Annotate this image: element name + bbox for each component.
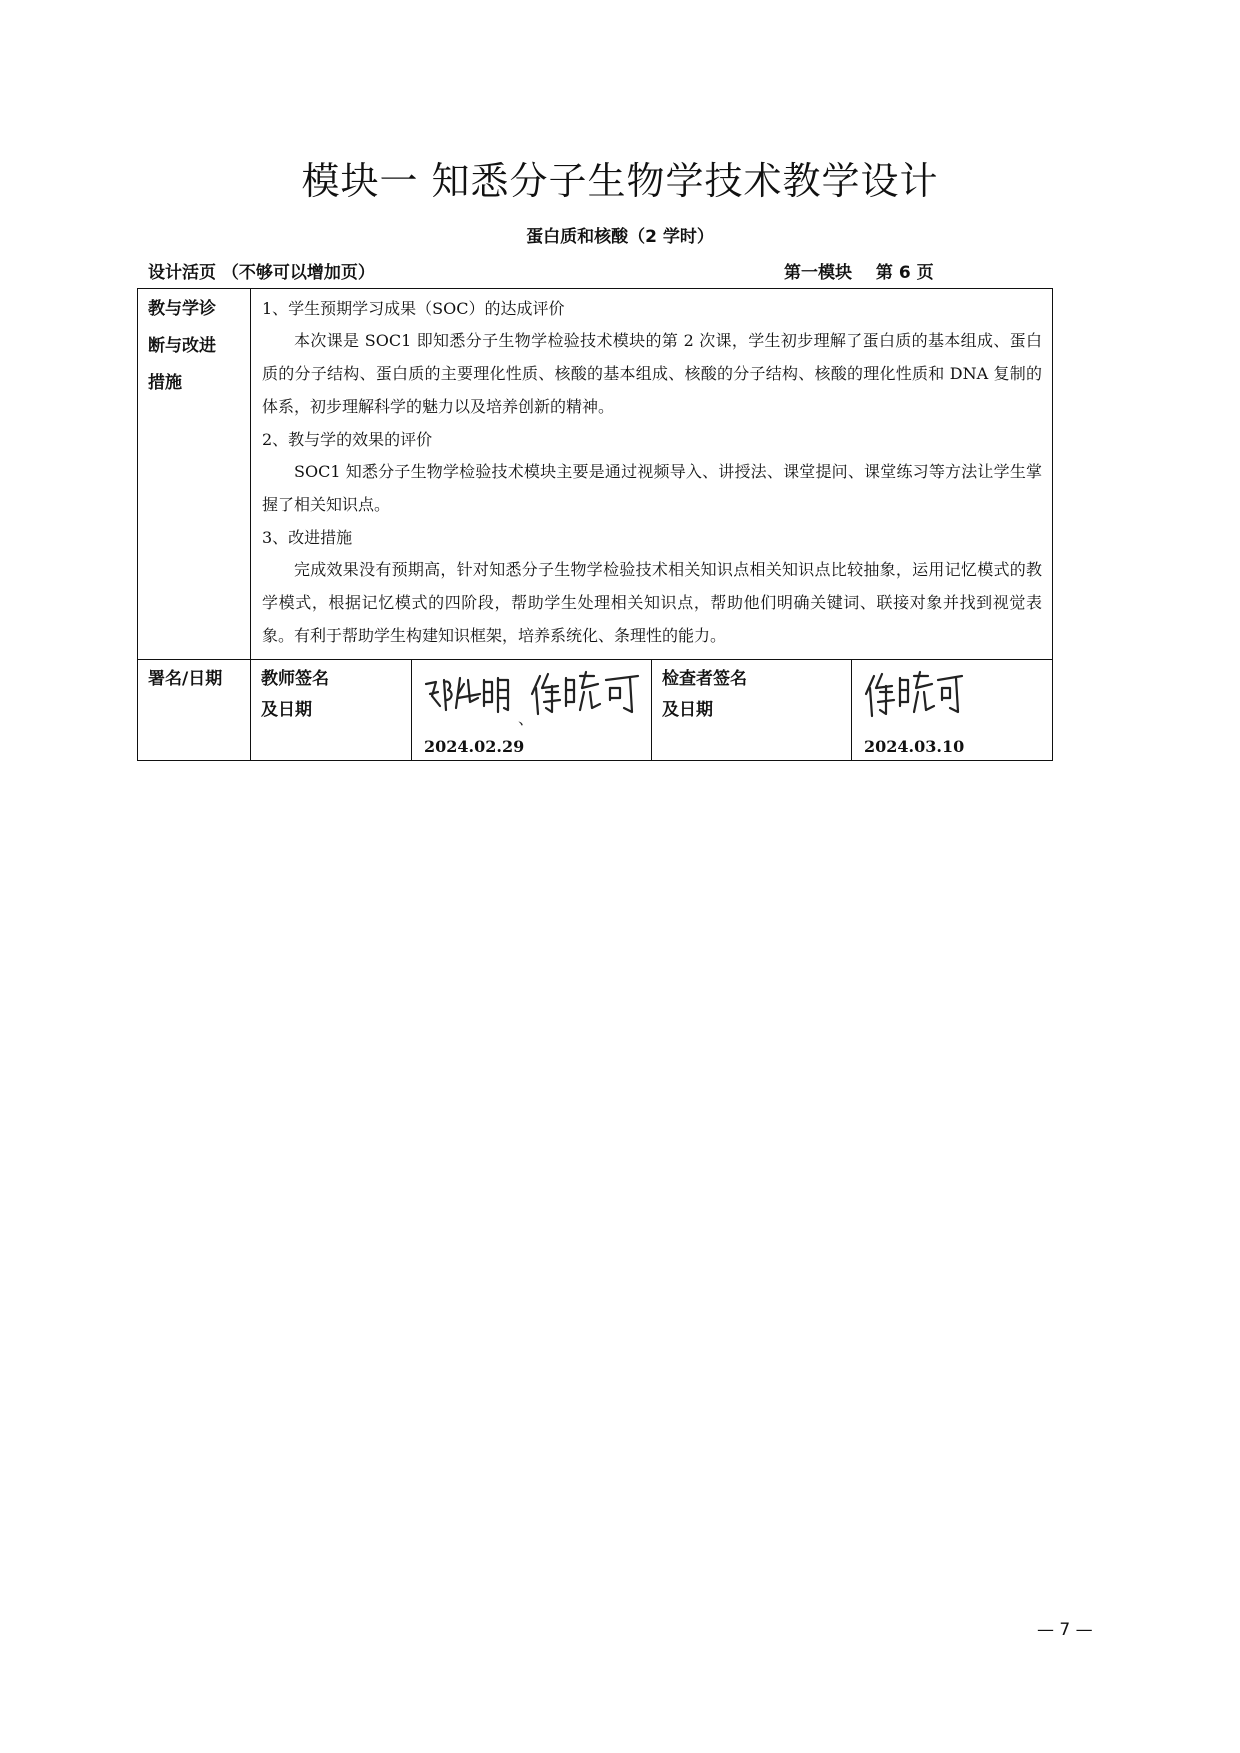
signature-separator: 、 (518, 709, 535, 728)
document-subtitle: 蛋白质和核酸（2 学时） (526, 227, 714, 247)
signature-handwriting (426, 678, 508, 712)
evaluation-row-label (138, 289, 251, 660)
label-line: 及日期 (662, 700, 713, 720)
teacher-signature-area (412, 660, 652, 761)
section-paragraph-soc: 本次课是 SOC1 即知悉分子生物学检验技术模块的第 2 次课，学生初步理解了蛋白质的基本组成、蛋白质的分子结构、蛋白质的主要理化性质、核酸的基本组成、核酸的分子结构、核酸的理化性质和 DNA 复制的体系，初步理解科学的魅力以及培养创新的精神。 (262, 331, 1043, 416)
section-paragraph-effect: SOC1 知悉分子生物学检验技术模块主要是通过视频导入、讲授法、课堂提问、课堂练习等方法让学生掌握了相关知识点。 (262, 462, 1043, 514)
section-paragraph-improve: 完成效果没有预期高，针对知悉分子生物学检验技术相关知识点相关知识点比较抽象，运用记忆模式的教学模式，根据记忆模式的四阶段，帮助学生处理相关知识点，帮助他们明确关键词、联接对象并找到视觉表象。有利于帮助学生构建知识框架，培养系统化、条理性的能力。 (262, 560, 1043, 645)
evaluation-content (251, 289, 1053, 660)
section-heading-soc: 1、学生预期学习成果（SOC）的达成评价 (262, 299, 565, 318)
label-line: 措施 (148, 373, 182, 393)
signature-row-label: 署名/日期 (138, 660, 251, 761)
teacher-signatures-image (418, 662, 648, 732)
label-line: 及日期 (261, 700, 312, 720)
design-page-label: 设计活页 （不够可以增加页） (148, 263, 375, 283)
label-line: 教师签名 (261, 669, 329, 689)
section-heading-effect: 2、教与学的效果的评价 (262, 430, 433, 449)
teacher-signature-date: 2024.02.29 (424, 737, 525, 756)
checker-signature-label (652, 660, 852, 761)
module-page-info (784, 258, 934, 283)
section-heading-improve: 3、改进措施 (262, 528, 353, 547)
page-number: — 7 — (1037, 1620, 1093, 1640)
document-title: 模块一 知悉分子生物学技术教学设计 (301, 159, 939, 203)
page-label: 第 6 页 (875, 263, 934, 283)
module-label: 第一模块 (784, 263, 852, 283)
signature-row (138, 660, 1053, 761)
label-line: 断与改进 (148, 336, 216, 356)
label-line: 教与学诊 (148, 299, 216, 319)
evaluation-row (138, 289, 1053, 660)
checker-signature-image (858, 662, 968, 732)
checker-signature-date: 2024.03.10 (864, 737, 965, 756)
signature-handwriting (866, 672, 962, 716)
teacher-signature-label (251, 660, 412, 761)
label-line: 检查者签名 (662, 669, 747, 689)
checker-signature-area (852, 660, 1053, 761)
signature-handwriting (532, 672, 638, 714)
design-table (137, 288, 1053, 761)
